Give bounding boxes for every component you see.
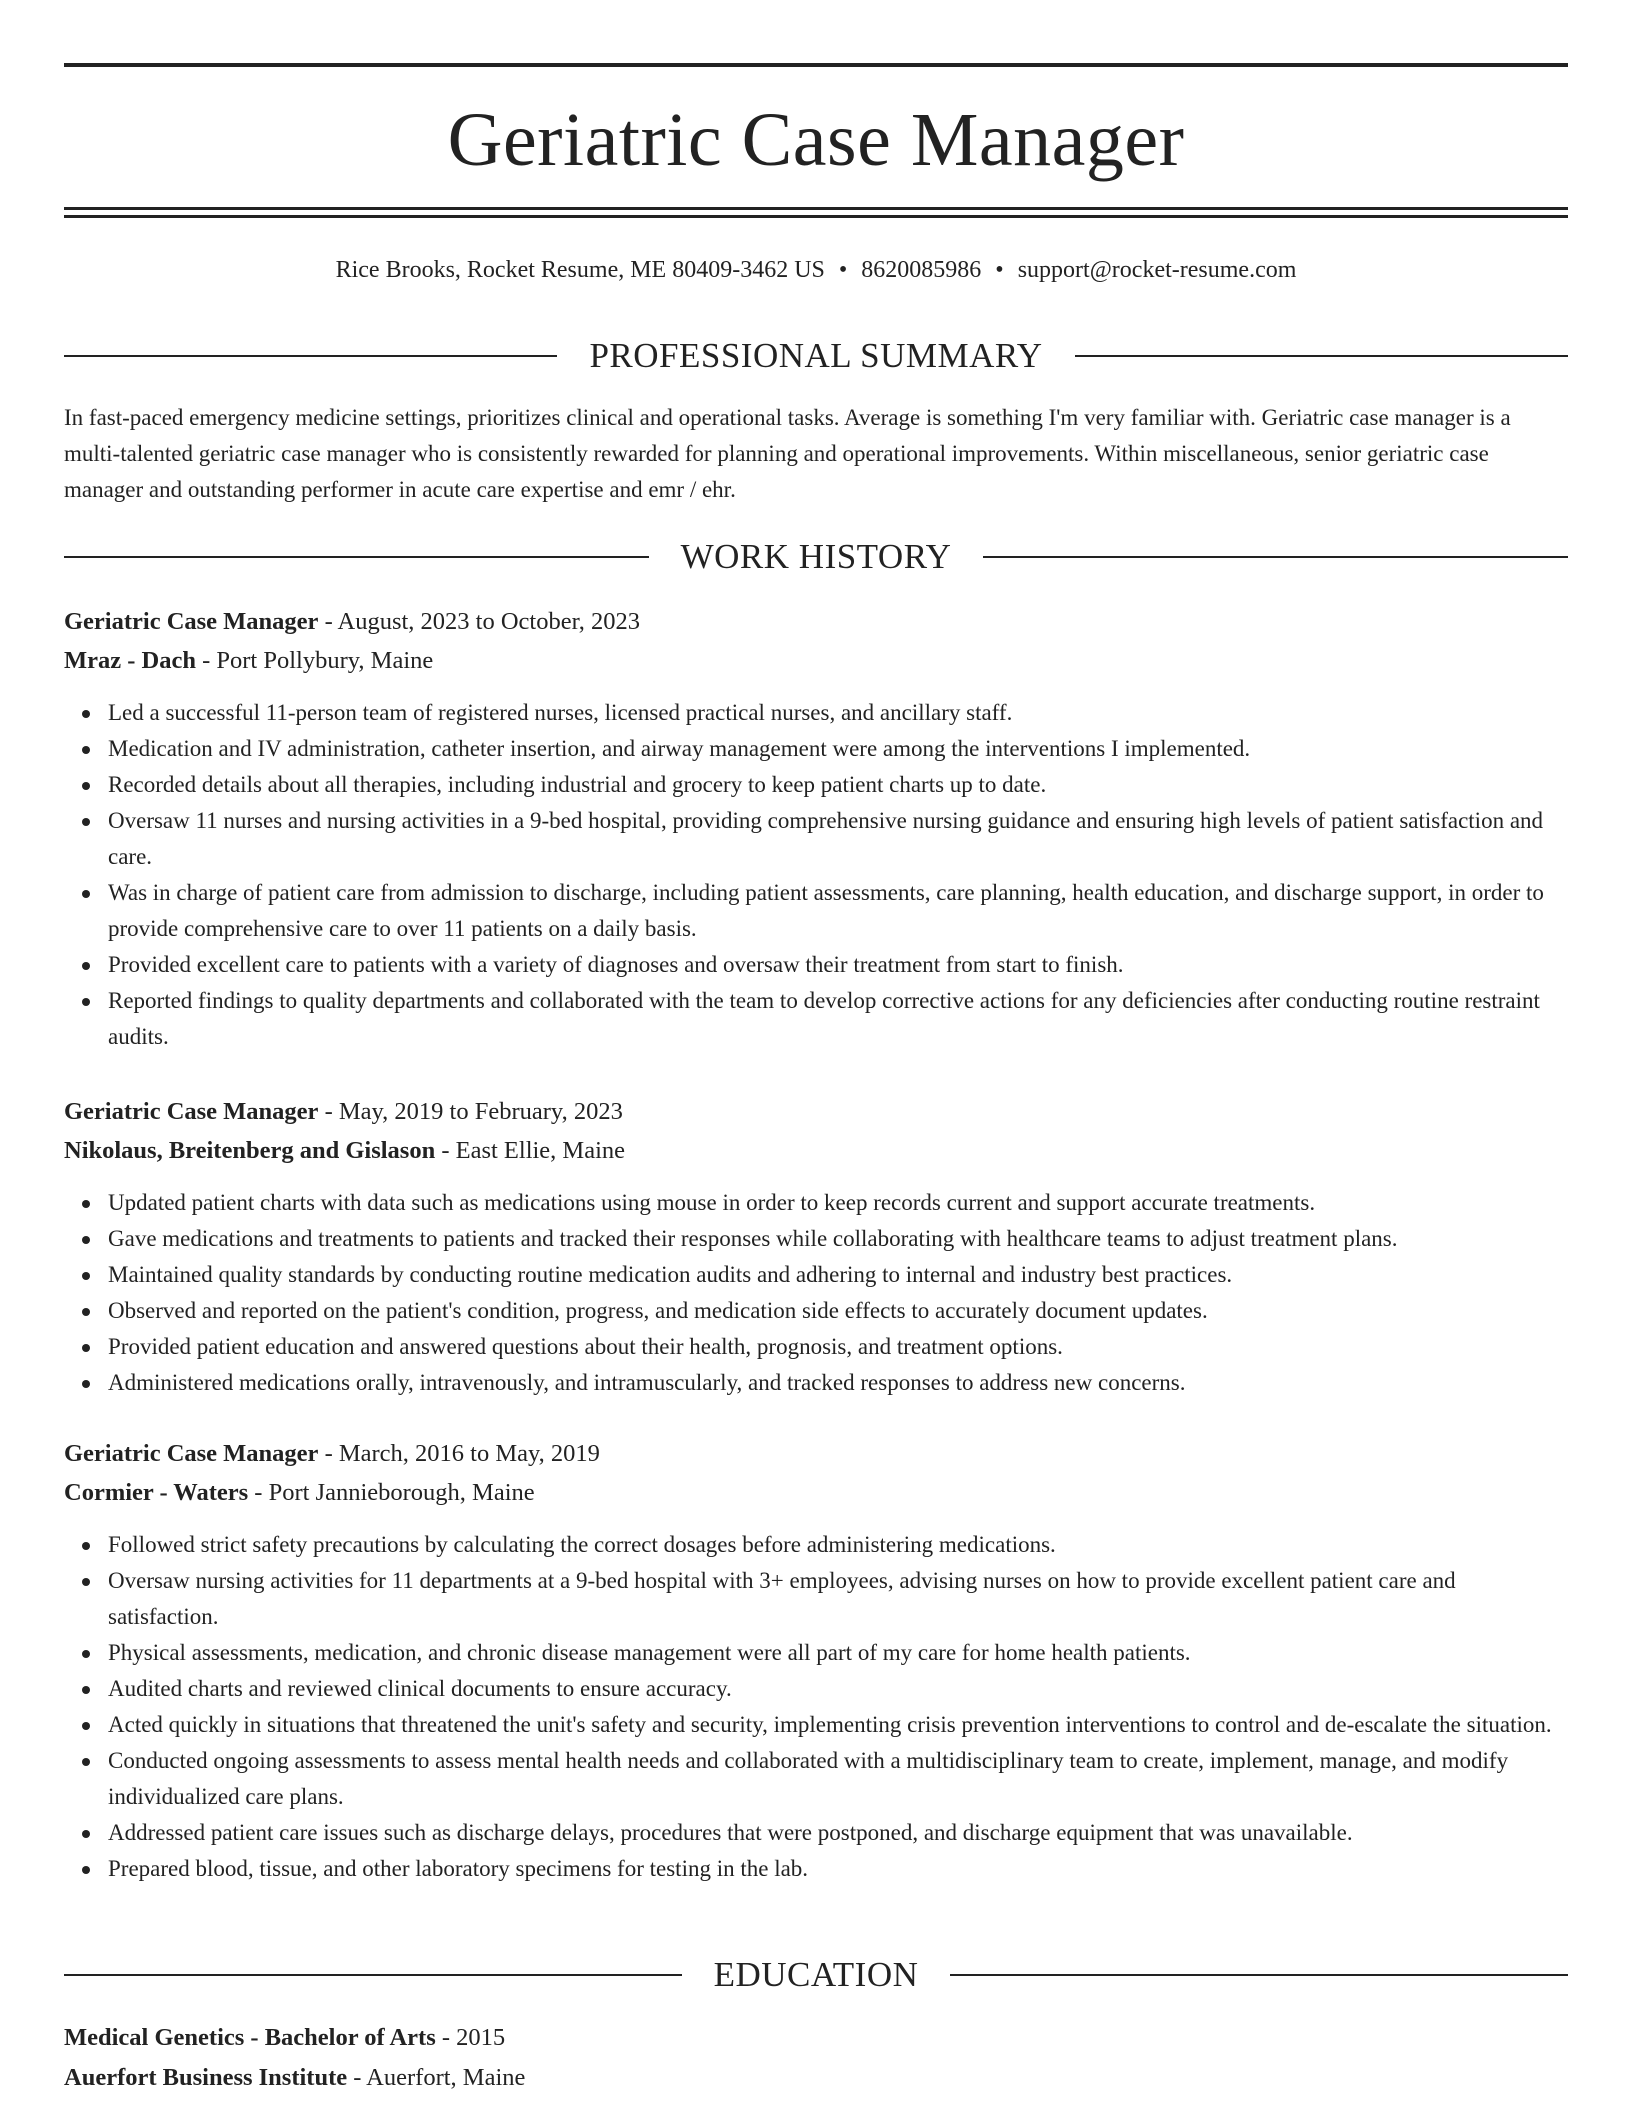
- section-title: PROFESSIONAL SUMMARY: [589, 336, 1043, 375]
- job-title: Geriatric Case Manager: [64, 608, 319, 635]
- education-school: Auerfort Business Institute: [64, 2064, 348, 2091]
- list-item: Followed strict safety precautions by calculating the correct dosages before administering medications.: [108, 1527, 1568, 1563]
- list-item: Administered medications orally, intravenously, and intramuscularly, and tracked responses to address new concerns.: [108, 1365, 1568, 1401]
- list-item: Observed and reported on the patient's condition, progress, and medication side effects to accurately document updates.: [108, 1293, 1568, 1329]
- job-company: Mraz - Dach: [64, 647, 196, 674]
- contact-email: support@rocket-resume.com: [1017, 257, 1297, 283]
- job-location: - East Ellie, Maine: [435, 1137, 626, 1164]
- section-rule: [64, 355, 557, 357]
- summary-text: In fast-paced emergency medicine settings, prioritizes clinical and operational tasks. Average is something I'm very familiar with. Geriatric case manager is a multi-talented geriatric case manager who is consistently rewarded for planning and operational improvements. Within miscellaneous, senior geriatric case manager and outstanding performer in acute care expertise and emr / ehr.: [64, 405, 1511, 502]
- job-company-line: [64, 1475, 1568, 1511]
- job-company: Cormier - Waters: [64, 1479, 249, 1506]
- list-item: Was in charge of patient care from admission to discharge, including patient assessments, care planning, health education, and discharge support, in order to provide comprehensive care to over 11 patients on a daily basis.: [108, 875, 1568, 947]
- list-item: Prepared blood, tissue, and other laboratory specimens for testing in the lab.: [108, 1851, 1568, 1887]
- list-item: Maintained quality standards by conducting routine medication audits and adhering to internal and industry best practices.: [108, 1257, 1568, 1293]
- list-item: Audited charts and reviewed clinical documents to ensure accuracy.: [108, 1671, 1568, 1707]
- education-degree: Medical Genetics - Bachelor of Arts: [64, 2024, 436, 2051]
- job-bullet-list: [64, 1527, 1568, 1887]
- job-dates: - May, 2019 to February, 2023: [318, 1098, 623, 1125]
- list-item: Oversaw 11 nurses and nursing activities in a 9-bed hospital, providing comprehensive nursing guidance and ensuring high levels of patient satisfaction and care.: [108, 803, 1568, 875]
- contact-phone: 8620085986: [861, 257, 982, 283]
- contact-separator: •: [995, 257, 1004, 283]
- job-dates: - March, 2016 to May, 2019: [318, 1440, 600, 1467]
- section-rule: [64, 556, 649, 558]
- job-company: Nikolaus, Breitenberg and Gislason: [64, 1137, 436, 1164]
- list-item: Updated patient charts with data such as medications using mouse in order to keep records current and support accurate treatments.: [108, 1185, 1568, 1221]
- job-bullet-list: [64, 1185, 1568, 1401]
- job-title: Geriatric Case Manager: [64, 1440, 319, 1467]
- job-title-line: [64, 604, 1568, 640]
- list-item: Addressed patient care issues such as discharge delays, procedures that were postponed, and discharge equipment that was unavailable.: [108, 1815, 1568, 1851]
- contact-line: [64, 254, 1568, 286]
- list-item: Provided patient education and answered questions about their health, prognosis, and treatment options.: [108, 1329, 1568, 1365]
- job-company-line: [64, 1133, 1568, 1169]
- education-school-line: [64, 2060, 1568, 2096]
- contact-address: Rice Brooks, Rocket Resume, ME 80409-3462 US: [335, 257, 825, 283]
- job-dates: - August, 2023 to October, 2023: [318, 608, 641, 635]
- list-item: Acted quickly in situations that threatened the unit's safety and security, implementing crisis prevention interventions to control and de-escalate the situation.: [108, 1707, 1568, 1743]
- header-double-rule: [64, 207, 1568, 210]
- job-title-line: [64, 1094, 1568, 1130]
- list-item: Provided excellent care to patients with a variety of diagnoses and oversaw their treatment from start to finish.: [108, 947, 1568, 983]
- list-item: Recorded details about all therapies, including industrial and grocery to keep patient charts up to date.: [108, 767, 1568, 803]
- list-item: Led a successful 11-person team of registered nurses, licensed practical nurses, and ancillary staff.: [108, 695, 1568, 731]
- list-item: Gave medications and treatments to patients and tracked their responses while collaborating with healthcare teams to adjust treatment plans.: [108, 1221, 1568, 1257]
- section-rule: [950, 1974, 1568, 1976]
- education-year: - 2015: [435, 2024, 506, 2051]
- list-item: Reported findings to quality departments and collaborated with the team to develop corrective actions for any deficiencies after conducting routine restraint audits.: [108, 983, 1568, 1055]
- job-bullet-list: [64, 695, 1568, 1055]
- section-heading-work-history: [64, 535, 1568, 579]
- section-title: WORK HISTORY: [680, 537, 952, 576]
- header-double-rule: [64, 215, 1568, 218]
- section-heading-summary: [64, 334, 1568, 378]
- candidate-title: Geriatric Case Manager: [447, 98, 1185, 182]
- job-company-line: [64, 643, 1568, 679]
- job-title: Geriatric Case Manager: [64, 1098, 319, 1125]
- list-item: Conducted ongoing assessments to assess mental health needs and collaborated with a multidisciplinary team to create, implement, manage, and modify individualized care plans.: [108, 1743, 1568, 1815]
- section-rule: [983, 556, 1568, 558]
- job-title-line: [64, 1436, 1568, 1472]
- education-degree-line: [64, 2020, 1568, 2056]
- section-heading-education: [64, 1953, 1568, 1997]
- section-rule: [64, 1974, 682, 1976]
- list-item: Physical assessments, medication, and chronic disease management were all part of my care for home health patients.: [108, 1635, 1568, 1671]
- contact-separator: •: [838, 257, 848, 283]
- job-location: - Port Pollybury, Maine: [195, 647, 434, 674]
- list-item: Oversaw nursing activities for 11 departments at a 9-bed hospital with 3+ employees, advising nurses on how to provide excellent patient care and satisfaction.: [108, 1563, 1568, 1635]
- header-top-rule: [64, 63, 1568, 67]
- section-rule: [1075, 355, 1568, 357]
- job-location: - Port Jannieborough, Maine: [248, 1479, 535, 1506]
- education-location: - Auerfort, Maine: [347, 2064, 526, 2091]
- list-item: Medication and IV administration, catheter insertion, and airway management were among the interventions I implemented.: [108, 731, 1568, 767]
- section-title: EDUCATION: [713, 1955, 919, 1994]
